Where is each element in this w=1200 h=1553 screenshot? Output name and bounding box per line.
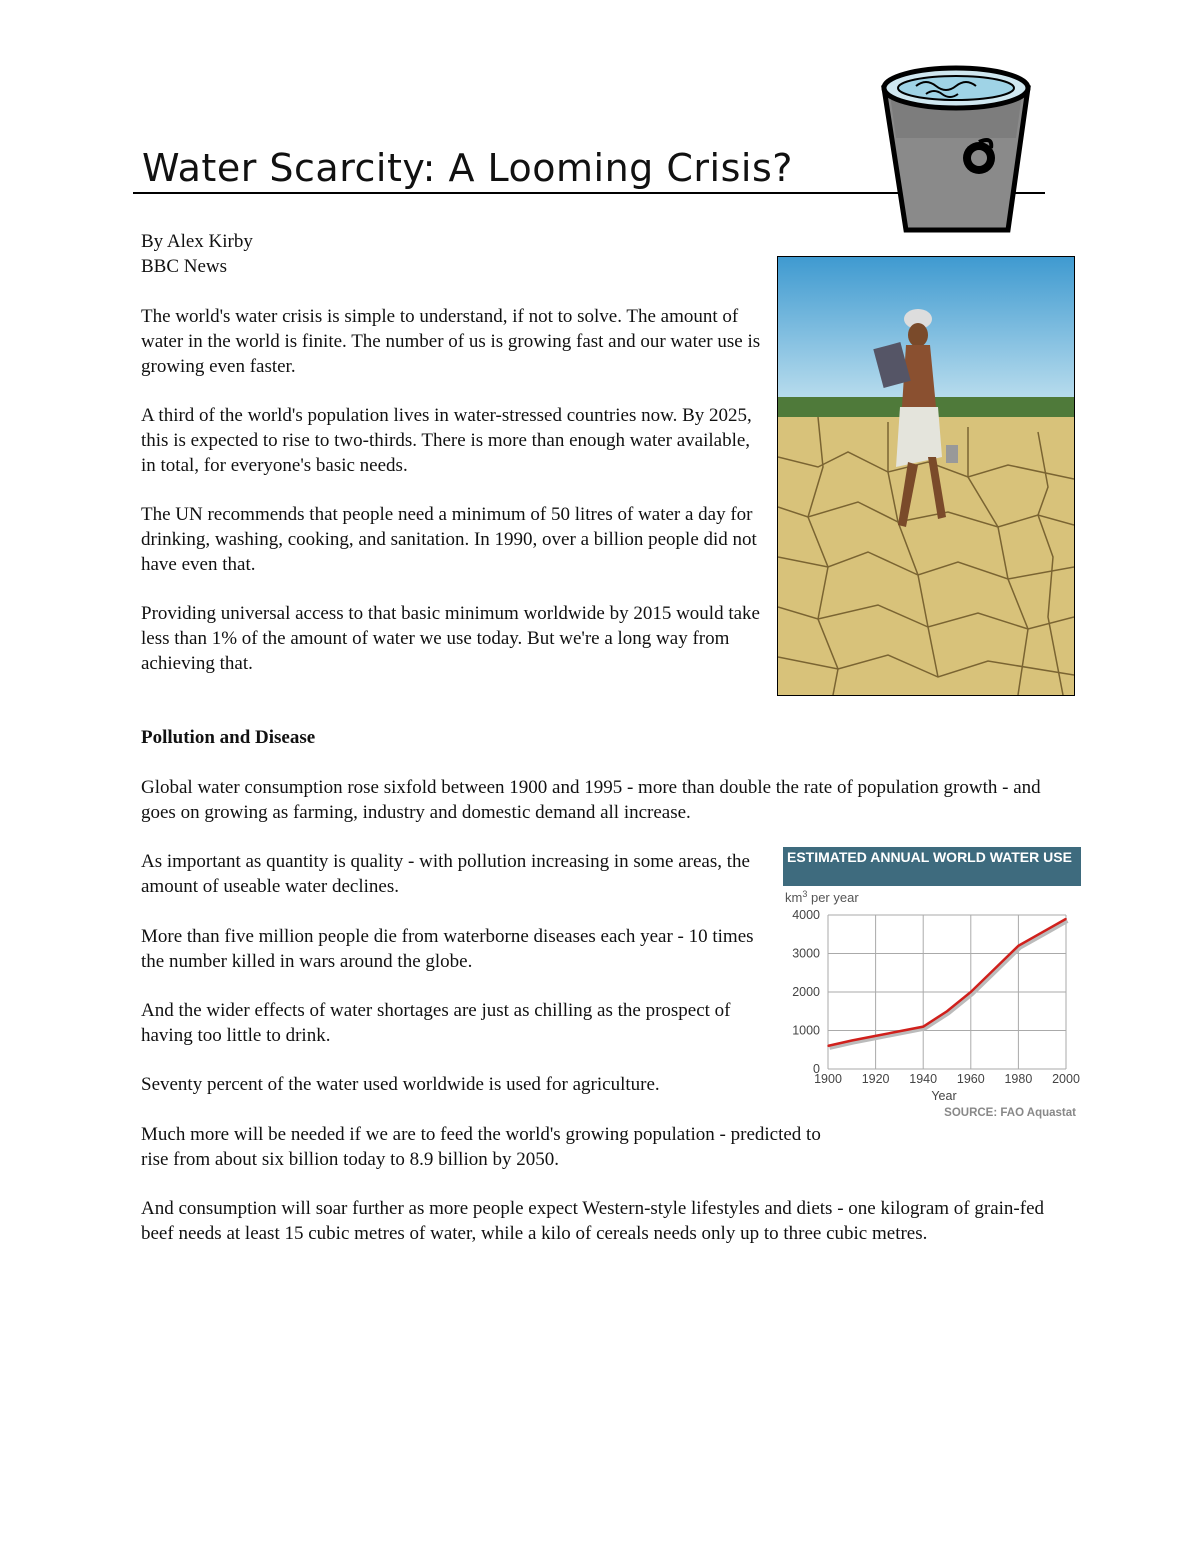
intro-paragraph: The UN recommends that people need a minimum of 50 litres of water a day for drinking, washing, cooking, and sanitation. In 1990, over a billion people did not have even that. [141, 504, 757, 575]
data-point [1065, 918, 1067, 920]
x-tick-label: 1960 [956, 1072, 985, 1086]
data-point [875, 1035, 877, 1037]
x-tick-label: 1980 [1004, 1072, 1033, 1086]
byline [141, 230, 761, 280]
series-line-shadow [830, 921, 1068, 1048]
body-paragraph: And the wider effects of water shortages are just as chilling as the prospect of having too little to drink. [141, 1000, 731, 1046]
data-point [922, 1026, 924, 1028]
drought-photo [777, 256, 1075, 696]
water-bucket-illustration [876, 58, 1036, 236]
body-paragraph: Much more will be needed if we are to feed the world's growing population - predicted to rise from about six billion today to 8.9 billion by 2050. [141, 1124, 821, 1170]
body-paragraph: As important as quantity is quality - with pollution increasing in some areas, the amount of useable water declines. [141, 851, 750, 897]
x-axis-label: Year [931, 1089, 957, 1103]
chart-source: SOURCE: FAO Aquastat [944, 1107, 1076, 1119]
x-tick-label: 1900 [814, 1072, 842, 1086]
water-use-chart [783, 847, 1083, 1122]
data-point [970, 991, 972, 993]
body-paragraph: Global water consumption rose sixfold between 1900 and 1995 - more than double the rate of population growth - and goes on growing as farming, industry and domestic demand all increase. [141, 777, 1041, 823]
body-paragraph: Seventy percent of the water used worldwide is used for agriculture. [141, 1074, 660, 1095]
data-point [946, 1010, 948, 1012]
chart-title: ESTIMATED ANNUAL WORLD WATER USE [783, 847, 1081, 886]
x-tick-label: 1920 [861, 1072, 890, 1086]
data-point [899, 1030, 901, 1032]
y-tick-label: 4000 [792, 908, 820, 922]
y-tick-label: 0 [813, 1062, 820, 1076]
data-point [1018, 945, 1020, 947]
outlet: BBC News [141, 255, 228, 277]
y-tick-label: 3000 [792, 946, 820, 961]
series-line [828, 919, 1066, 1046]
page-title: Water Scarcity: A Looming Crisis? [142, 146, 793, 190]
data-point [1041, 932, 1043, 934]
data-point [827, 1045, 829, 1047]
intro-paragraph: The world's water crisis is simple to understand, if not to solve. The amount of water in the world is finite. The number of us is growing fast and our water use is growing even faster. [141, 306, 761, 377]
y-tick-label: 1000 [792, 1023, 820, 1038]
author: By Alex Kirby [141, 231, 253, 252]
data-point [851, 1040, 853, 1042]
y-tick-label: 2000 [792, 985, 820, 999]
body-paragraph: And consumption will soar further as more people expect Western-style lifestyles and diets - one kilogram of grain-fed beef needs at least 15 cubic metres of water, while a kilo of cereals needs only up to three cubic metres. [141, 1198, 1045, 1244]
body-paragraph: More than five million people die from waterborne diseases each year - 10 times the number killed in wars around the globe. [141, 926, 754, 972]
x-tick-label: 1940 [909, 1072, 938, 1086]
x-tick-label: 2000 [1052, 1072, 1080, 1086]
chart-unit-label: $km^3$ per year [785, 889, 859, 905]
intro-paragraph: Providing universal access to that basic minimum worldwide by 2015 would take less than 1% of the amount of water we use today. But we're a long way from achieving that. [141, 603, 760, 674]
data-point [994, 968, 996, 970]
intro-paragraph: A third of the world's population lives in water-stressed countries now. By 2025, this is expected to rise to two-thirds. There is more than enough water available, in total, for everyone's basic needs. [141, 405, 752, 476]
section-heading: Pollution and Disease [141, 727, 316, 748]
chart-plot [783, 847, 1083, 1122]
